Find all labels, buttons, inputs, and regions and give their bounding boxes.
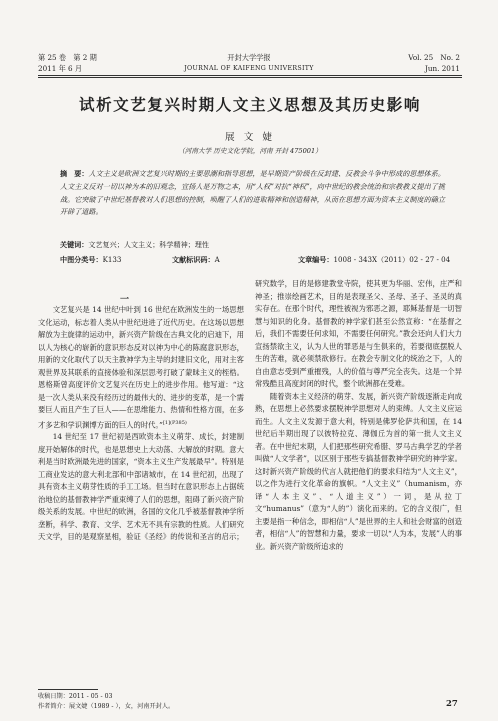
doc-code-label: 文献标识码： — [172, 255, 215, 264]
article-no-value: 1008 - 343X（2011）02 - 27 - 04 — [333, 255, 451, 264]
paragraph-text: 文艺复兴是 14 世纪中叶到 16 世纪在欧洲发生的一场思想文化运动，标志着人类从中世纪进进了近代历史。在这场以思想解放为主旋律的运动中，新兴资产阶级在古典文化的启迪下，用以人为核心的崭新的意识形态反对以神为中心的陈腐意识形态，用新的文化取代了以天主教神学为主导的封建旧文化，用对主客观世界及其联系的直接体验和深层思考打破了蒙昧主义的桎梏。恩格斯曾高度评价文艺复兴在历史上的进步作用。他写道：“这是一次人类从来没有经历过的最伟大的、进步的变革，是一个需要巨人而且产生了巨人——在思维能力、热情和性格方面，在多才多艺和学识渊博方面的巨人的时代。” — [38, 305, 244, 429]
keywords-text: 文艺复兴；人文主义；科学精神；理性 — [88, 240, 209, 249]
header-date: 2011 年 6 月 — [38, 64, 83, 73]
author-affiliation: （河南大学 历史文化学院，河南 开封 475001） — [178, 147, 322, 155]
page-number: 27 — [446, 699, 458, 709]
keywords-label: 关键词： — [60, 240, 89, 249]
header-rule-thin — [38, 77, 462, 78]
author-bio: 作者简介：展文婕（1989 - ），女，河南开封人。 — [38, 703, 175, 710]
right-column — [255, 278, 462, 553]
doc-code-value: A — [214, 255, 220, 264]
paragraph: 随着资本主义经济的萌芽、发展，新兴资产阶级逐渐走向成熟，在思想上必然要求摆脱神学思想对人的束缚。人文主义应运而生。人文主义发源于意大利，特别是佛罗伦萨共和国，在 14 世纪后半期出现了以彼特拉克、薄伽丘为首的第一批人文主义者。在中世纪末期，人们把那些研究希腊、罗马古典学艺的学者叫做“人文学者”，以区别于那些专搞基督教神学研究的神学家。这时新兴资产阶级的代言人就把他们的要求归结为“人文主义”，以之作为进行文化革命的旗帜。“人文主义”（humanism，亦译“人本主义”、“人道主义”）一词，是从拉丁文“humanus”（意为“人的”）演化而来的。它的含义很广，但主要是指一种信念，即相信“人”是世界的主人和社会财富的创造者，相信“人”的智慧和力量，要求一切以“人为本，发展”人的事业。新兴资产阶级所追求的 — [255, 391, 462, 551]
received-date: 收稿日期：2011 - 05 - 03 — [38, 693, 113, 700]
article-title: 试析文艺复兴时期人文主义思想及其历史影响 — [78, 96, 421, 114]
section-number: 一 — [120, 295, 130, 305]
abstract-label: 摘 要： — [60, 169, 89, 178]
clc-value: K133 — [102, 255, 122, 264]
abstract — [60, 168, 445, 219]
clc-label: 中图分类号： — [60, 255, 103, 264]
abstract-text: 人文主义是欧洲文艺复兴时期的主要思潮和指导思想，是早期资产阶级在反封建、反教会斗争中形成的思想体系。人文主义反对一切以神为本的旧观念，宣扬人是万物之本，用“人权”对抗“神权”，向中世纪的教会统治和宗教教义提出了挑战。它突破了中世纪基督教对人们思想的控制，唤醒了人们的进取精神和创造精神，从而在思想方面为资本主义制度的确立开辟了道路。 — [60, 169, 446, 217]
paragraph: 14 世纪至 17 世纪初是西欧资本主义萌芽、成长，封建制度开始解体的时代，也是思想史上大动荡、大解放的时期。意大利是当时欧洲最先进的国家，“资本主义生产发展最早”。特别是工商业发达的意大利北部和中部诸城市，在 14 世纪初，出现了具有资本主义萌芽性质的手工工场。但当时在意识形态上占据统治地位的基督教神学严重束缚了人们的思想，阻碍了新兴资产阶级关系的发展。中世纪的欧洲，各国的文化几乎被基督教神学所垄断，科学、教育、文学、艺术无不具有宗教的性质。人们研究天文学，目的是观察星相，验证《圣经》的传说和圣言的启示； — [38, 432, 244, 542]
header-journal-cn: 开封大学学报 — [227, 53, 271, 62]
citation-ref: [1](P385) — [162, 419, 187, 426]
article-no-label: 文章编号： — [298, 255, 334, 264]
document-code — [172, 255, 220, 265]
header-journal-en: JOURNAL OF KAIFENG UNIVERSITY — [184, 65, 314, 72]
header-date-en: Jun. 2011 — [424, 64, 460, 73]
clc-number — [60, 255, 121, 265]
left-column — [38, 304, 244, 544]
paragraph: 研究数学，目的是修建教堂寺院，使其更为华丽、宏伟，庄严和神圣；推崇绘画艺术，目的是表现圣父、圣母、圣子、圣灵的真实存在。在那个时代，理性被视为邪恶之源，耶稣基督是一切智慧与知识的化身。基督教的神学家们甚至公然宣称：“在基督之后，我们不需要任何求知，不需要任何研究。”教会还向人们大力宣扬禁欲主义，认为人世的罪恶是与生俱来的，若要彻底摆脱人生的苦难，就必须禁欲修行。在教会专制文化的统治之下，人的自由意志受到严重摧残，人的价值与尊严完全丧失。这是一个异常残酷且高度封闭的时代，整个欧洲都在受难。 — [255, 279, 462, 388]
header-volume-en: Vol. 25 No. 2 — [408, 53, 460, 62]
article-author: 展 文 婕 — [225, 132, 275, 143]
keywords — [60, 240, 209, 250]
footnote-rule — [38, 689, 98, 690]
article-number — [298, 255, 450, 265]
header-rule — [38, 75, 462, 76]
paragraph — [38, 304, 244, 431]
header-volume: 第 25 卷 第 2 期 — [38, 53, 97, 62]
